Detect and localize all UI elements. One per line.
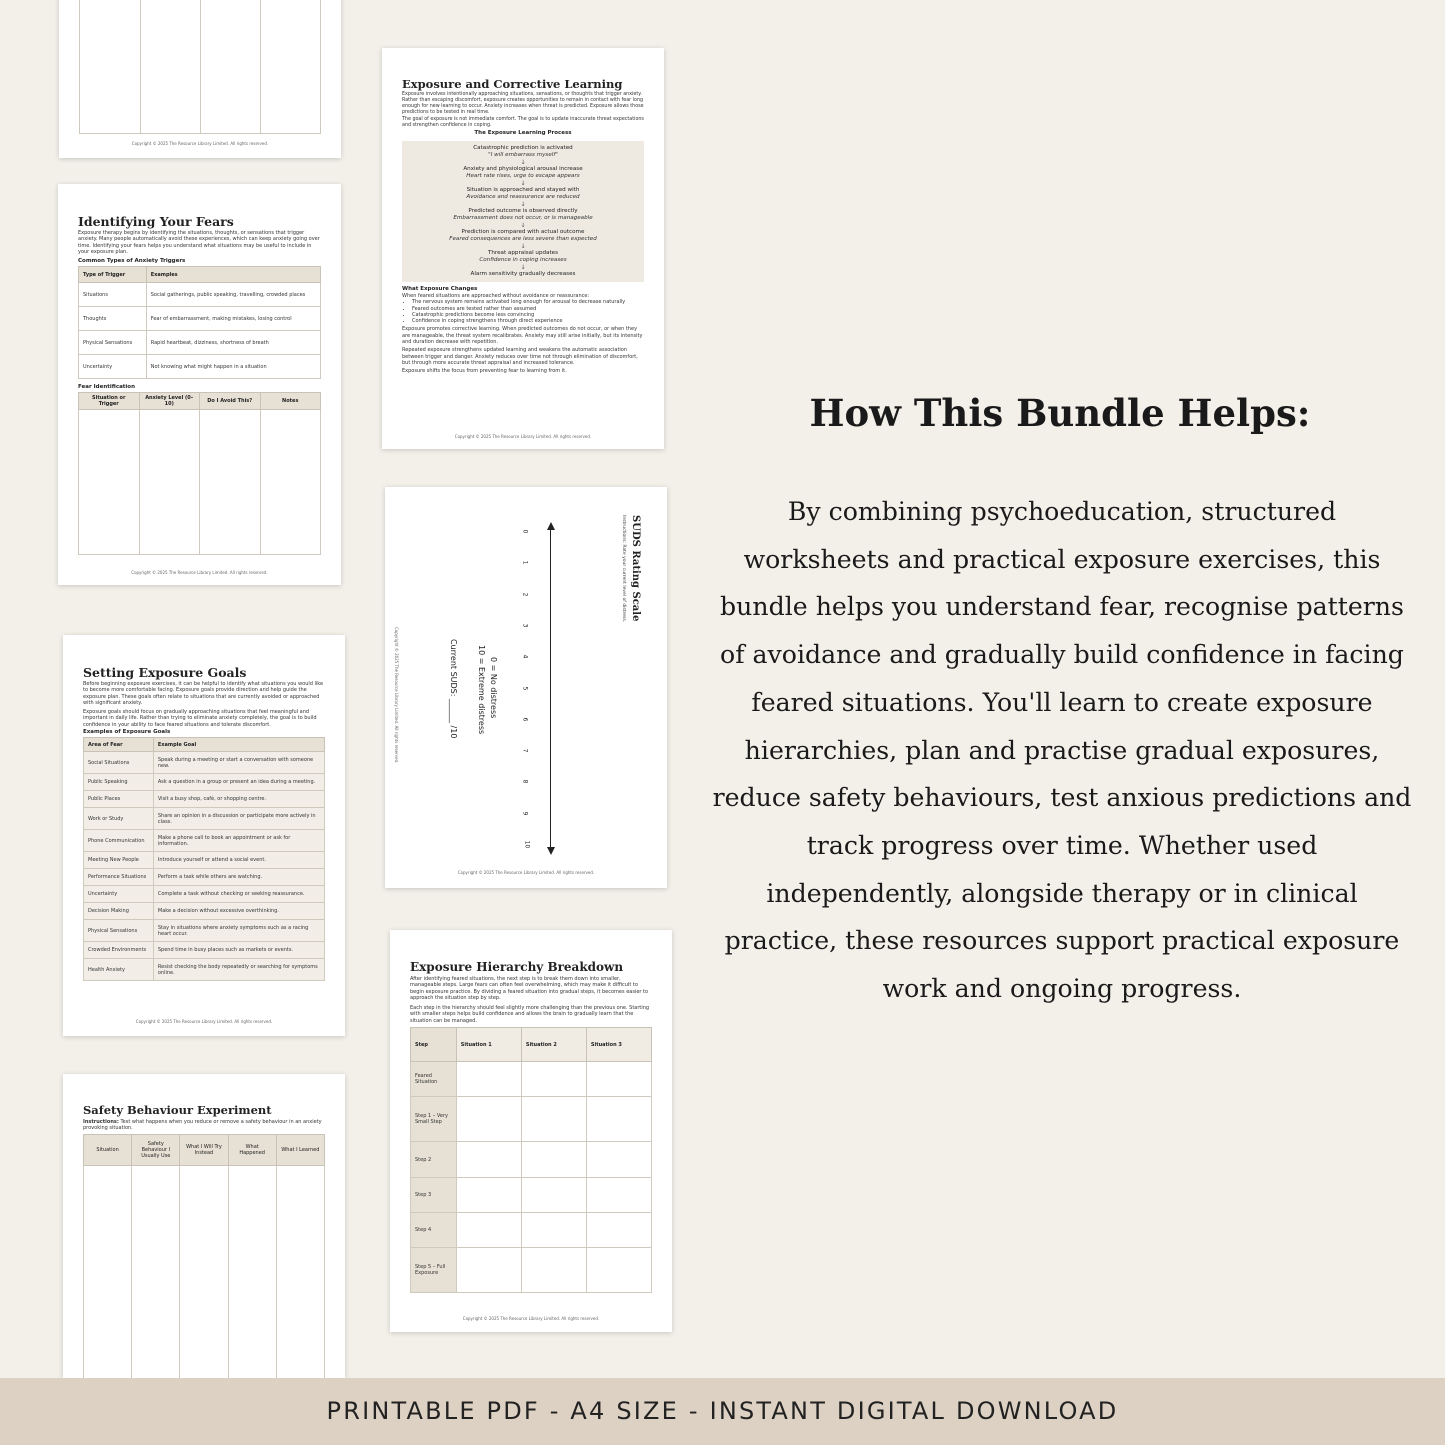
table-cell: Stay in situations where anxiety symptoms such as a racing heart occur. (153, 920, 324, 942)
table-cell: Step 2 (411, 1142, 457, 1178)
page-title: Exposure and Corrective Learning (402, 77, 623, 91)
table-cell: Decision Making (84, 903, 154, 920)
section-label: Examples of Exposure Goals (83, 729, 171, 736)
suds-tick-label: 9 (521, 811, 529, 816)
table-header: Examples (146, 267, 320, 283)
copyright: Copyright © 2025 The Resource Library Limited. All rights reserved. (454, 434, 592, 439)
table-cell: Ask a question in a group or present an idea during a meeting. (153, 774, 324, 791)
table-cell: Physical Sensations (84, 920, 154, 942)
process-step: Catastrophic prediction is activated (473, 145, 573, 151)
suds-tick-label: 7 (521, 748, 529, 753)
arrow-up-icon (547, 522, 555, 530)
arrow-down-icon (547, 847, 555, 855)
page-title: Exposure Hierarchy Breakdown (410, 960, 624, 974)
bundle-heading: How This Bundle Helps: (809, 391, 1311, 435)
table-header: Situation 2 (521, 1028, 586, 1062)
list-item: • Confidence in coping strengthens through direct experience (412, 318, 644, 324)
table-cell: Physical Sensations (79, 331, 147, 355)
suds-axis (550, 527, 551, 851)
table-cell: Thoughts (79, 307, 147, 331)
copyright: Copyright © 2025 The Resource Library Limited. All rights reserved. (131, 570, 268, 575)
suds-note-max: 10 = Extreme distress (477, 645, 486, 735)
arrow-down-icon: ↓ (520, 159, 526, 166)
table-header: Situation or Trigger (79, 393, 140, 410)
table-cell: Phone Communication (84, 830, 154, 852)
page-suds-scale (385, 487, 667, 888)
process-step: Alarm sensitivity gradually decreases (470, 271, 576, 277)
paragraph: Exposure promotes corrective learning. When predicted outcomes do not occur, or when they are manageable, the threat system recalibrates. Anxiety may still arise initially, but its intensity and duration decrease with repetition. (402, 326, 643, 346)
table-cell: Make a phone call to book an appointment or ask for information. (153, 830, 324, 852)
table-cell: Social Situations (84, 752, 154, 774)
table-cell: Perform a task while others are watching. (153, 869, 324, 886)
process-step-detail: "I will embarrass myself" (488, 152, 558, 158)
table-cell: Share an opinion in a discussion or participate more actively in class. (153, 808, 324, 830)
arrow-down-icon: ↓ (520, 222, 526, 229)
footer-banner: PRINTABLE PDF - A4 SIZE - INSTANT DIGITAL DOWNLOAD (0, 1378, 1445, 1445)
page-intro (83, 1119, 325, 1132)
table-header: Situation (84, 1134, 132, 1165)
table-header: What I Will Try Instead (180, 1134, 228, 1165)
table-header: Example Goal (153, 738, 324, 752)
arrow-down-icon: ↓ (520, 201, 526, 208)
table-header: Anxiety Level (0–10) (139, 393, 200, 410)
table-header: What Happened (228, 1134, 276, 1165)
table-header: Notes (260, 393, 321, 410)
table-header: Type of Trigger (79, 267, 147, 283)
page-intro: Before beginning exposure exercises, it can be helpful to identify what situations you would like to become more comfortable facing. Exposure goals provide direction and help guide the exposure plan. These goals often relate to situations that are currently avoided or approached with significant anxiety. (83, 681, 324, 706)
copyright: Copyright © 2025 The Resource Library Limited. All rights reserved. (462, 1316, 600, 1321)
table-cell: Performance Situations (84, 869, 154, 886)
copyright: Copyright © 2025 The Resource Library Limited. All rights reserved. (135, 1019, 273, 1024)
page-intro: The goal of exposure is not immediate comfort. The goal is to update inaccurate threat expectations and strengthen confidence in coping. (402, 117, 644, 128)
fear-identification-table (78, 392, 321, 555)
arrow-down-icon: ↓ (520, 264, 526, 271)
page-identifying-fears (58, 184, 341, 585)
table-header: Area of Fear (84, 738, 154, 752)
table-header: Situation 3 (586, 1028, 651, 1062)
table-cell: Introduce yourself or attend a social event. (153, 852, 324, 869)
copyright: Copyright © 2025 The Resource Library Limited. All rights reserved. (457, 870, 595, 875)
table-cell: Complete a task without checking or seeking reassurance. (153, 886, 324, 903)
page-safety-behaviour (63, 1074, 345, 1378)
exposure-goals-table (83, 737, 325, 981)
page-exposure-learning (382, 48, 664, 449)
table-cell: Visit a busy shop, café, or shopping centre. (153, 791, 324, 808)
changes-intro: When feared situations are approached without avoidance or reassurance: (402, 293, 590, 299)
paragraph: Repeated exposure strengthens updated learning and weakens the automatic association between trigger and danger. Anxiety reduces over time not through elimination of discomfort, but through more accurate threat appraisal and increased tolerance. (402, 347, 638, 366)
table-header: What I Learned (276, 1134, 324, 1165)
process-step-detail: Confidence in coping increases (479, 257, 567, 263)
table-cell: Not knowing what might happen in a situation (146, 355, 320, 379)
triggers-table (78, 266, 321, 379)
table-cell: Speak during a meeting or start a conversation with someone new. (153, 752, 324, 774)
instructions-text: Test what happens when you reduce or remove a safety behaviour in an anxiety provoking situation. (83, 1119, 322, 1132)
paragraph: Exposure shifts the focus from preventing fear to learning from it. (402, 368, 567, 375)
table-cell: Crowded Environments (84, 942, 154, 959)
section-label: The Exposure Learning Process (474, 130, 572, 136)
list-item: • Catastrophic predictions become less convincing (412, 312, 644, 318)
process-box (402, 141, 644, 282)
process-step: Predicted outcome is observed directly (468, 208, 578, 214)
suds-tick-label: 10 (523, 840, 531, 849)
suds-instructions: Instructions: Rate your current level of distress. (621, 515, 626, 623)
top-grid (79, 0, 321, 134)
section-label: What Exposure Changes (402, 286, 478, 292)
process-step: Prediction is compared with actual outcome (461, 229, 585, 235)
page-title: Safety Behaviour Experiment (83, 1103, 272, 1117)
page-hierarchy (390, 930, 672, 1332)
process-step: Anxiety and physiological arousal increase (463, 166, 583, 172)
table-header: Situation 1 (456, 1028, 521, 1062)
table-cell: Situations (79, 283, 147, 307)
table-cell: Step 3 (411, 1178, 457, 1213)
page-setting-goals (63, 635, 345, 1036)
page-title: Identifying Your Fears (78, 214, 234, 229)
table-cell: Feared Situation (411, 1062, 457, 1097)
copyright: Copyright © 2025 The Resource Library Limited. All rights reserved. (131, 141, 269, 146)
table-cell: Step 4 (411, 1213, 457, 1248)
table-cell: Rapid heartbeat, dizziness, shortness of breath (146, 331, 320, 355)
table-cell: Step 5 – Full Exposure (411, 1248, 457, 1293)
table-header: Safety Behaviour I Usually Use (132, 1134, 180, 1165)
bundle-description: By combining psychoeducation, structured worksheets and practical exposure exercises, this bundle helps you understand fear, recognise patterns of avoidance and gradually build confidence in facing feared situations. You'll learn to create exposure hierarchies, plan and practise gradual exposures, reduce safety behaviours, test anxious predictions and track progress over time. Whether used independently, alongside therapy or in clinical practice, these resources support practical exposure work and ongoing progress. (712, 497, 1412, 1004)
list-item: • The nervous system remains activated long enough for arousal to decrease naturally (412, 299, 644, 305)
section-label: Fear Identification (78, 384, 136, 391)
page-intro: Exposure therapy begins by identifying the situations, thoughts, or sensations that trigger anxiety. Many people automatically avoid these experiences, which can keep anxiety going over time. Identifying your fears helps you understand what situations may be useful to include in your exposure plan. (78, 230, 320, 255)
page-intro: Each step in the hierarchy should feel slightly more challenging than the previous one. Starting with smaller steps helps build confidence and allows the brain to gradually learn that the situation can be managed. (410, 1005, 650, 1024)
table-cell: Uncertainty (79, 355, 147, 379)
table-header: Step (411, 1028, 457, 1062)
list-item: • Feared outcomes are tested rather than assumed (412, 306, 644, 312)
table-cell: Spend time in busy places such as markets or events. (153, 942, 324, 959)
table-cell: Fear of embarrassment, making mistakes, losing control (146, 307, 320, 331)
section-label: Common Types of Anxiety Triggers (78, 258, 186, 265)
suds-tick-label: 4 (521, 654, 529, 659)
suds-tick-label: 1 (521, 560, 529, 565)
suds-tick-label: 3 (521, 623, 529, 628)
arrow-down-icon: ↓ (520, 180, 526, 187)
page-top-cropped (59, 0, 341, 158)
safety-behaviour-table (83, 1134, 325, 1378)
table-cell: Meeting New People (84, 852, 154, 869)
suds-title: SUDS Rating Scale (630, 515, 641, 622)
suds-tick-label: 5 (521, 686, 529, 690)
suds-note-min: 0 = No distress (489, 657, 498, 719)
suds-tick-label: 6 (521, 717, 529, 722)
process-step-detail: Avoidance and reassurance are reduced (466, 194, 580, 200)
table-cell: Public Speaking (84, 774, 154, 791)
table-cell: Public Places (84, 791, 154, 808)
table-cell: Step 1 – Very Small Step (411, 1097, 457, 1142)
suds-current: Current SUDS: ______ /10 (449, 639, 458, 739)
page-title: Setting Exposure Goals (83, 665, 247, 680)
process-step-detail: Feared consequences are less severe than expected (449, 236, 597, 242)
table-cell: Make a decision without excessive overthinking. (153, 903, 324, 920)
copyright: Copyright © 2025 The Resource Library Limited. All rights reserved. (394, 627, 399, 764)
process-step-detail: Embarrassment does not occur, or is manageable (453, 215, 593, 221)
table-cell: Work or Study (84, 808, 154, 830)
changes-list (412, 299, 644, 324)
page-intro: Exposure goals should focus on gradually approaching situations that feel meaningful and important in daily life. Rather than trying to eliminate anxiety completely, the goal is to build confidence in your ability to face feared situations and tolerate discomfort. (83, 709, 317, 728)
table-header: Do I Avoid This? (200, 393, 261, 410)
page-intro: Exposure involves intentionally approaching situations, sensations, or thoughts that trigger anxiety. Rather than escaping discomfort, exposure creates opportunities to remain in contact with fear long enough for new learning to occur. Anxiety increases when threat is predicted. Exposure allows those predictions to be tested in real time. (402, 92, 644, 115)
suds-tick-label: 8 (521, 779, 529, 784)
process-step-detail: Heart rate rises, urge to escape appears (466, 173, 580, 179)
process-step: Situation is approached and stayed with (466, 187, 580, 193)
arrow-down-icon: ↓ (520, 243, 526, 250)
table-cell: Health Anxiety (84, 959, 154, 981)
table-cell: Resist checking the body repeatedly or searching for symptoms online. (153, 959, 324, 981)
hierarchy-table (410, 1027, 652, 1293)
table-cell: Uncertainty (84, 886, 154, 903)
suds-tick-label: 0 (521, 529, 529, 534)
page-intro: After identifying feared situations, the next step is to break them down into smaller, manageable steps. Large fears can often feel overwhelming, which may make it difficult to begin exposure practice. By dividing a feared situation into gradual steps, it becomes easier to approach the situation step by step. (410, 976, 649, 1001)
process-step: Threat appraisal updates (487, 250, 559, 256)
suds-tick-label: 2 (521, 592, 529, 597)
instructions-label: Instructions: (83, 1119, 119, 1125)
table-cell: Social gatherings, public speaking, travelling, crowded places (146, 283, 320, 307)
